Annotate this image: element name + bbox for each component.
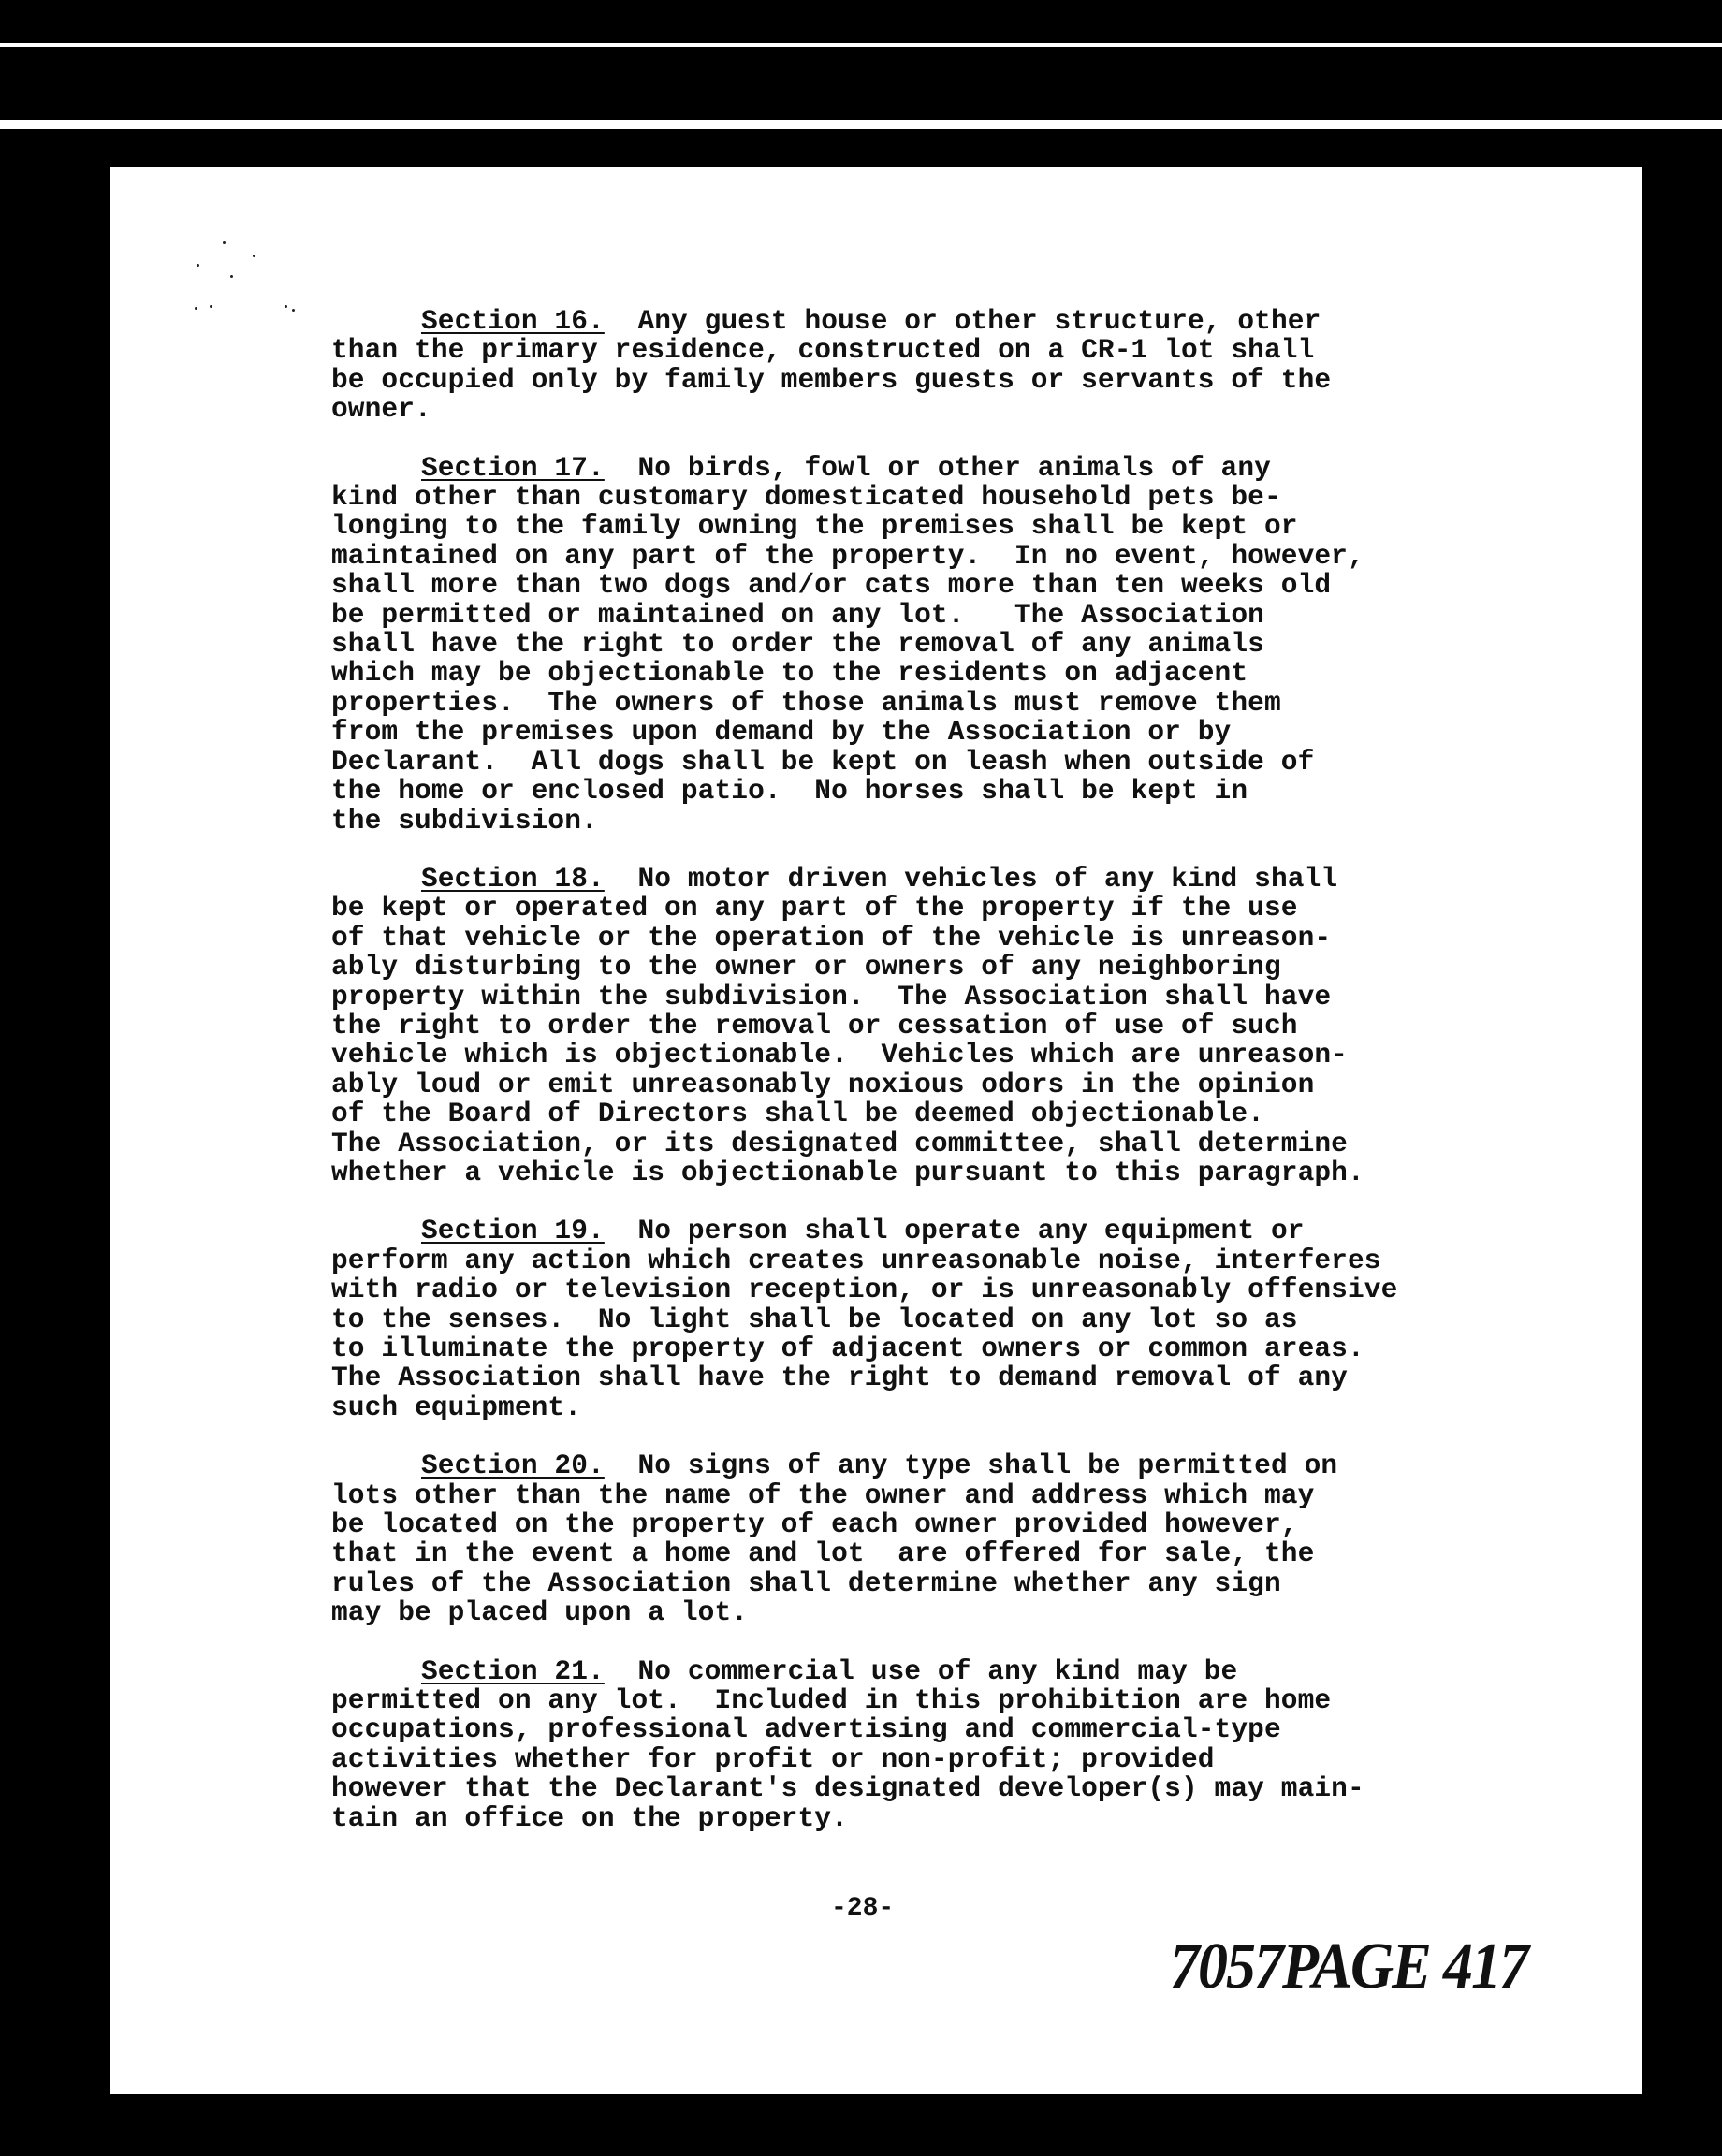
section-line: however that the Declarant's designated developer(s) may main- bbox=[331, 1772, 1364, 1805]
section-line: rules of the Association shall determine whether any sign bbox=[331, 1566, 1281, 1599]
section-line: perform any action which creates unreasonable noise, interferes bbox=[331, 1244, 1381, 1276]
section-line: of the Board of Directors shall be deemed objectionable. bbox=[331, 1098, 1264, 1130]
section-line: to the senses. No light shall be located on any lot so as bbox=[331, 1303, 1298, 1335]
section-20 bbox=[331, 1451, 1567, 1627]
section-17 bbox=[331, 451, 1567, 837]
section-line: The Association, or its designated committee, shall determine bbox=[331, 1127, 1348, 1159]
section-line: to illuminate the property of adjacent owners or common areas. bbox=[331, 1333, 1364, 1364]
section-first-line bbox=[331, 862, 1567, 895]
section-line: properties. The owners of those animals must remove them bbox=[331, 686, 1281, 719]
section-line: be kept or operated on any part of the property if the use bbox=[331, 892, 1298, 925]
section-line: shall more than two dogs and/or cats more than ten weeks old bbox=[331, 569, 1332, 602]
section-line: shall have the right to order the removal of any animals bbox=[331, 628, 1264, 661]
section-line: No person shall operate any equipment or bbox=[604, 1215, 1305, 1247]
section-line: the home or enclosed patio. No horses shall be kept in bbox=[331, 775, 1248, 808]
section-heading: Section 16. bbox=[421, 305, 605, 337]
section-line: vehicle which is objectionable. Vehicles which are unreason- bbox=[331, 1039, 1348, 1071]
section-line: kind other than customary domesticated household pets be- bbox=[331, 481, 1281, 514]
section-line: activities whether for profit or non-profit; provided bbox=[331, 1742, 1215, 1775]
section-line: the right to order the removal or cessation of use of such bbox=[331, 1009, 1298, 1042]
section-line: ably loud or emit unreasonably noxious odors in the opinion bbox=[331, 1068, 1315, 1100]
section-line: ably disturbing to the owner or owners of any neighboring bbox=[331, 951, 1281, 983]
scan-speck bbox=[253, 255, 255, 257]
scan-speck bbox=[210, 305, 212, 308]
section-line: No birds, fowl or other animals of any bbox=[604, 451, 1271, 484]
section-line: The Association shall have the right to demand removal of any bbox=[331, 1362, 1348, 1394]
section-heading: Section 18. bbox=[421, 862, 605, 895]
section-21 bbox=[331, 1654, 1567, 1834]
section-line: lots other than the name of the owner and address which may bbox=[331, 1479, 1315, 1511]
section-line: that in the event a home and lot are offered for sale, the bbox=[331, 1537, 1315, 1570]
section-heading: Section 17. bbox=[421, 451, 605, 484]
section-line: owner. bbox=[331, 393, 431, 426]
section-line: be permitted or maintained on any lot. The Association bbox=[331, 598, 1264, 631]
section-line: occupations, professional advertising and commercial-type bbox=[331, 1713, 1281, 1746]
section-19 bbox=[331, 1216, 1567, 1422]
section-16 bbox=[331, 307, 1567, 425]
section-line: tain an office on the property. bbox=[331, 1801, 848, 1834]
section-line: with radio or television reception, or is unreasonably offensive bbox=[331, 1274, 1398, 1306]
section-heading: Section 19. bbox=[421, 1215, 605, 1247]
section-line: No signs of any type shall be permitted on bbox=[604, 1449, 1338, 1482]
section-line: be located on the property of each owner provided however, bbox=[331, 1508, 1298, 1541]
scan-border-top bbox=[0, 43, 1722, 47]
section-line: than the primary residence, constructed on a CR-1 lot shall bbox=[331, 334, 1315, 367]
section-line: such equipment. bbox=[331, 1391, 582, 1423]
section-line: property within the subdivision. The Association shall have bbox=[331, 980, 1332, 1012]
section-line: whether a vehicle is objectionable pursuant to this paragraph. bbox=[331, 1156, 1364, 1188]
section-line: be occupied only by family members guests or servants of the bbox=[331, 363, 1332, 396]
scan-speck bbox=[285, 305, 287, 308]
page-number: -28- bbox=[831, 1894, 895, 1923]
section-18 bbox=[331, 862, 1567, 1188]
section-first-line bbox=[331, 1654, 1567, 1687]
section-heading: Section 21. bbox=[421, 1654, 605, 1687]
document-body bbox=[331, 307, 1567, 1862]
scan-border-band bbox=[0, 120, 1722, 129]
section-line: from the premises upon demand by the Association or by bbox=[331, 716, 1232, 749]
scan-speck bbox=[223, 241, 226, 244]
section-line: No motor driven vehicles of any kind shall bbox=[604, 862, 1338, 895]
section-line: may be placed upon a lot. bbox=[331, 1596, 749, 1629]
section-line: of that vehicle or the operation of the vehicle is unreason- bbox=[331, 921, 1332, 954]
section-first-line bbox=[331, 451, 1567, 484]
scan-speck bbox=[197, 264, 199, 267]
section-line: No commercial use of any kind may be bbox=[604, 1654, 1238, 1687]
section-line: Any guest house or other structure, other bbox=[604, 305, 1321, 337]
book-page-stamp: 7057PAGE 417 bbox=[1170, 1929, 1527, 2003]
section-line: Declarant. All dogs shall be kept on leash when outside of bbox=[331, 745, 1315, 778]
section-first-line bbox=[331, 1216, 1567, 1246]
scan-speck bbox=[292, 309, 295, 312]
section-line: the subdivision. bbox=[331, 804, 598, 837]
section-line: which may be objectionable to the residents on adjacent bbox=[331, 657, 1248, 690]
section-line: maintained on any part of the property. In no event, however, bbox=[331, 539, 1364, 572]
section-first-line bbox=[331, 307, 1567, 336]
scan-speck bbox=[195, 307, 197, 310]
section-heading: Section 20. bbox=[421, 1449, 605, 1482]
section-line: longing to the family owning the premises shall be kept or bbox=[331, 510, 1298, 543]
section-line: permitted on any lot. Included in this prohibition are home bbox=[331, 1684, 1332, 1717]
document-page bbox=[110, 167, 1642, 2094]
scan-speck bbox=[230, 275, 233, 278]
section-first-line bbox=[331, 1451, 1567, 1480]
